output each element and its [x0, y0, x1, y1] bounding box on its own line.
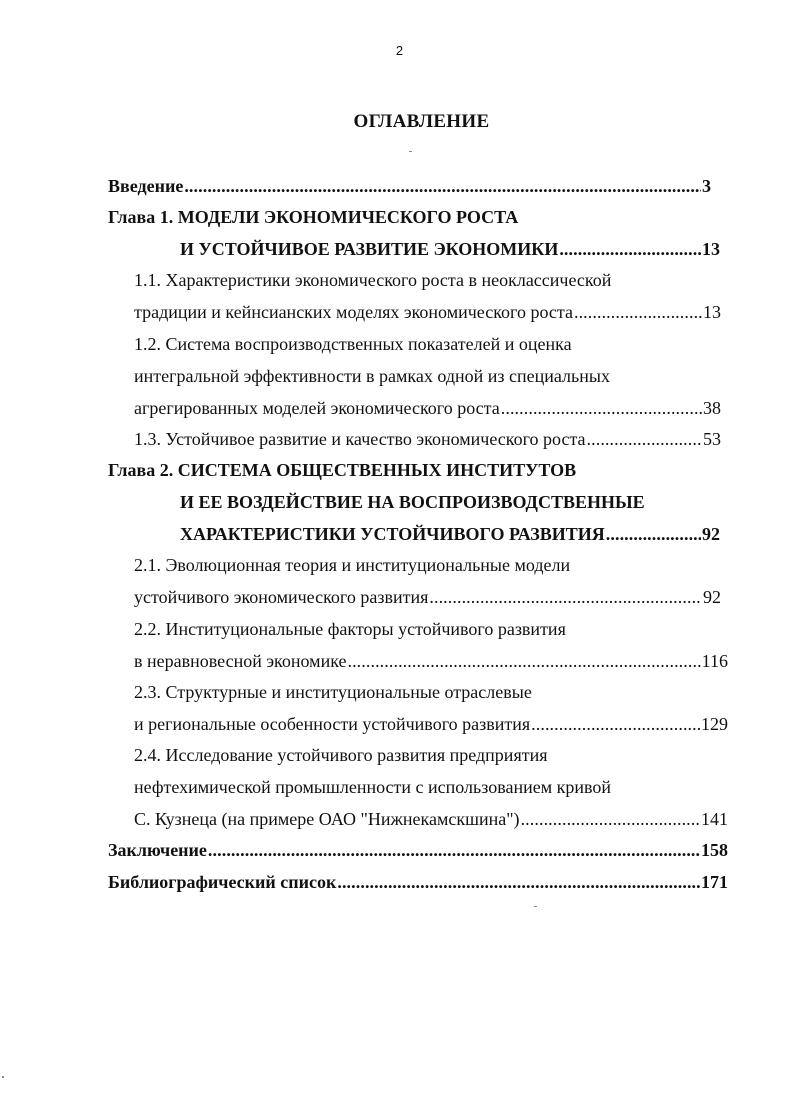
toc-entry-intro[interactable]: [108, 174, 711, 198]
toc-entry-label: С. Кузнеца (на примере ОАО "Нижнекамскшина"): [134, 809, 520, 829]
toc-entry-conclusion[interactable]: [108, 838, 728, 862]
toc-entry-label: устойчивого экономического развития: [134, 587, 429, 607]
toc-entry-chapter-2[interactable]: [180, 522, 720, 546]
dot-leader: [587, 427, 702, 451]
toc-page-number: 92: [702, 524, 720, 544]
toc-entry-section-2-4[interactable]: [134, 807, 728, 831]
dot-leader: [606, 522, 701, 546]
section-2-2-line-1[interactable]: 2.2. Институциональные факторы устойчивого развития: [134, 619, 566, 639]
toc-entry-section-1-1[interactable]: [134, 300, 721, 324]
toc-page-number: 13: [703, 302, 721, 322]
chapter-2-title-line-1[interactable]: Глава 2. СИСТЕМА ОБЩЕСТВЕННЫХ ИНСТИТУТОВ: [108, 460, 577, 480]
toc-entry-label: Заключение: [108, 840, 207, 860]
chapter-1-title-line-1[interactable]: Глава 1. МОДЕЛИ ЭКОНОМИЧЕСКОГО РОСТА: [108, 207, 519, 227]
page-title: ОГЛАВЛЕНИЕ: [353, 111, 490, 132]
toc-page-number: 38: [703, 398, 721, 418]
toc-entry-bibliography[interactable]: [108, 870, 728, 894]
dot-leader: [184, 174, 701, 198]
toc-entry-section-1-2[interactable]: [134, 396, 721, 420]
scan-speck: [2, 1076, 4, 1078]
toc-entry-label: традиции и кейнсианских моделях экономического роста: [134, 302, 573, 322]
section-1-2-line-1[interactable]: 1.2. Система воспроизводственных показателей и оценка: [134, 334, 572, 354]
dot-leader: [574, 300, 702, 324]
scan-speck: [409, 151, 412, 152]
toc-page-number: 141: [701, 809, 728, 829]
section-2-1-line-1[interactable]: 2.1. Эволюционная теория и институциональные модели: [134, 555, 571, 575]
section-1-1-line-1[interactable]: 1.1. Характеристики экономического роста в неоклассической: [134, 270, 612, 290]
toc-page-number: 129: [701, 714, 728, 734]
chapter-2-title-line-2[interactable]: И ЕЕ ВОЗДЕЙСТВИЕ НА ВОСПРОИЗВОДСТВЕННЫЕ: [180, 492, 645, 512]
toc-entry-label: И УСТОЙЧИВОЕ РАЗВИТИЕ ЭКОНОМИКИ: [180, 239, 559, 259]
dot-leader: [531, 712, 700, 736]
toc-entry-chapter-1[interactable]: [180, 237, 720, 261]
toc-page-number: 171: [701, 872, 728, 892]
dot-leader: [429, 585, 702, 609]
dot-leader: [347, 649, 700, 673]
toc-page-number: 92: [703, 587, 721, 607]
section-2-3-line-1[interactable]: 2.3. Структурные и институциональные отраслевые: [134, 682, 532, 702]
dot-leader: [521, 807, 700, 831]
toc-entry-label: в неравновесной экономике: [134, 651, 347, 671]
dot-leader: [501, 396, 702, 420]
page-number: 2: [395, 43, 404, 58]
toc-page-number: 158: [701, 840, 728, 860]
section-2-4-line-2[interactable]: нефтехимической промышленности с использованием кривой: [134, 777, 612, 797]
toc-page-number: 53: [703, 429, 721, 449]
toc-entry-label: 1.3. Устойчивое развитие и качество экономического роста: [134, 429, 586, 449]
scan-speck: [534, 906, 537, 907]
toc-entry-label: Введение: [108, 176, 184, 196]
toc-entry-label: и региональные особенности устойчивого развития: [134, 714, 531, 734]
toc-entry-section-2-3[interactable]: [134, 712, 728, 736]
toc-entry-section-2-2[interactable]: [134, 649, 728, 673]
toc-page-number: 116: [701, 651, 728, 671]
toc-entry-section-2-1[interactable]: [134, 585, 721, 609]
toc-entry-label: ХАРАКТЕРИСТИКИ УСТОЙЧИВОГО РАЗВИТИЯ: [180, 524, 605, 544]
dot-leader: [208, 838, 700, 862]
dot-leader: [337, 870, 700, 894]
toc-entry-section-1-3[interactable]: [134, 427, 721, 451]
toc-page-number: 3: [702, 176, 711, 196]
section-2-4-line-1[interactable]: 2.4. Исследование устойчивого развития предприятия: [134, 745, 548, 765]
section-1-2-line-2[interactable]: интегральной эффективности в рамках одной из специальных: [134, 366, 610, 386]
dot-leader: [559, 237, 701, 261]
toc-page-number: 13: [702, 239, 720, 259]
toc-entry-label: Библиографический список: [108, 872, 337, 892]
toc-entry-label: агрегированных моделей экономического роста: [134, 398, 500, 418]
